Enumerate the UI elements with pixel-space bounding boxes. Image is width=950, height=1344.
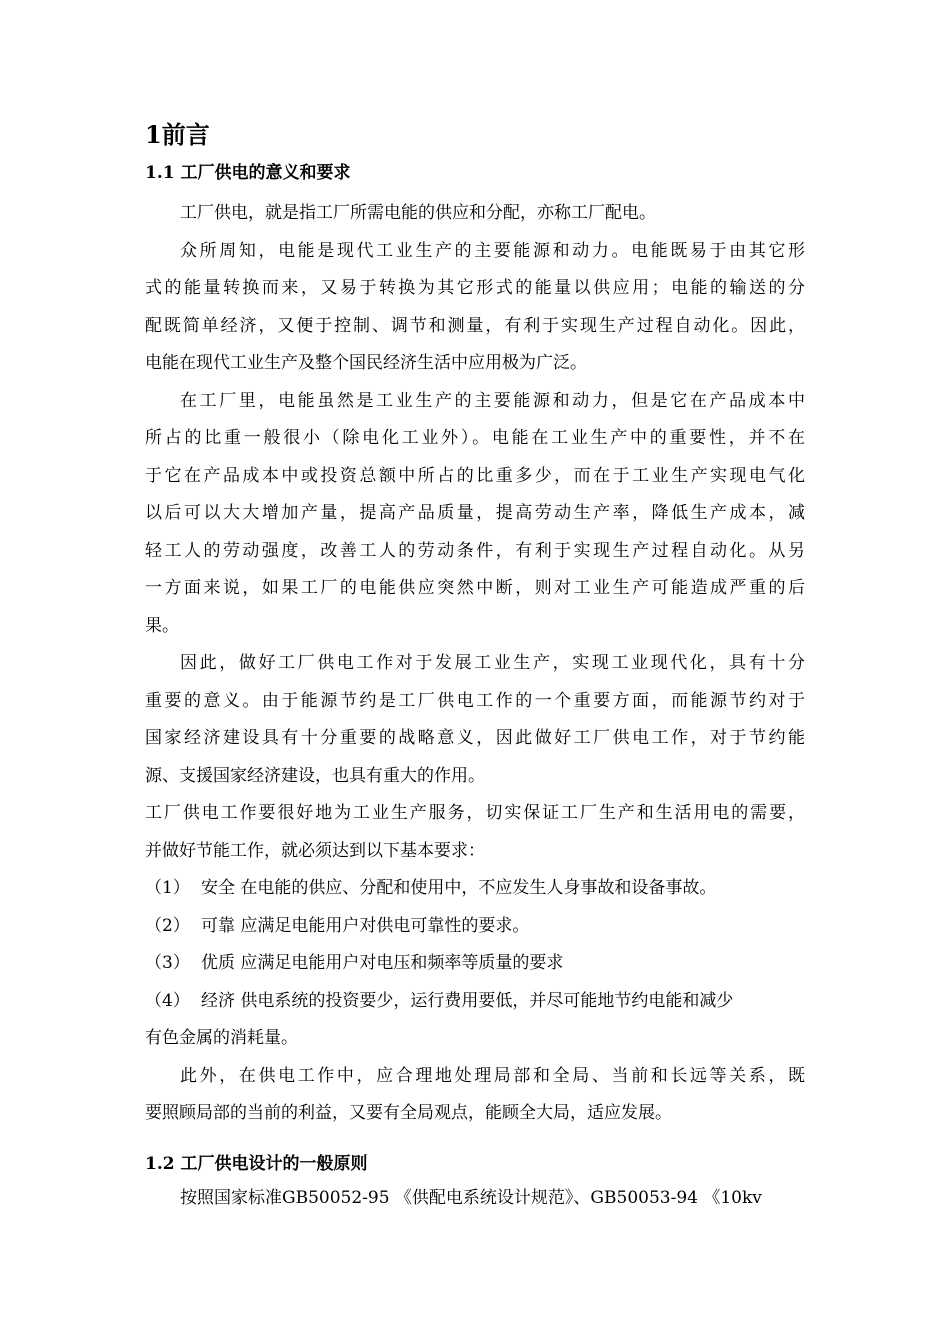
paragraph-line: 电能在现代工业生产及整个国民经济生活中应用极为广泛。: [145, 353, 587, 373]
paragraph-line: 式的能量转换而来，又易于转换为其它形式的能量以供应用；电能的输送的分: [145, 278, 805, 298]
requirement-item-3: [145, 945, 805, 983]
paragraph-line: 重要的意义。由于能源节约是工厂供电工作的一个重要方面，而能源节约对于: [145, 690, 805, 711]
requirement-item-1: [145, 870, 805, 908]
requirement-text: 可靠 应满足电能用户对供电可靠性的要求。: [201, 915, 530, 936]
requirement-number: （4）: [145, 990, 190, 1011]
paragraph-line: 要照顾局部的当前的利益，又要有全局观点，能顾全大局，适应发展。: [145, 1103, 672, 1123]
requirement-item-2: [145, 908, 805, 946]
paragraph-line: 源、支援国家经济建设，也具有重大的作用。: [145, 765, 485, 786]
paragraph-line: 配既简单经济，又便于控制、调节和测量，有利于实现生产过程自动化。因此，: [145, 315, 805, 336]
section-1-1-body: [145, 195, 805, 1133]
requirement-text: 安全 在电能的供应、分配和使用中，不应发生人身事故和设备事故。: [201, 878, 717, 898]
paragraph-line: 于它在产品成本中或投资总额中所占的比重多少，而在于工业生产实现电气化: [145, 465, 805, 486]
paragraph-line: 一方面来说，如果工厂的电能供应突然中断，则对工业生产可能造成严重的后: [145, 578, 805, 598]
requirement-item-4-continued: 有色金属的消耗量。: [145, 1028, 298, 1048]
section-1-2-body: [145, 1180, 805, 1218]
section-title-1-2: 1.2 工厂供电设计的一般原则: [145, 1154, 368, 1174]
section-title-1-1: 1.1 工厂供电的意义和要求: [145, 163, 351, 183]
paragraph-line: 所占的比重一般很小（除电化工业外）。电能在工业生产中的重要性，并不在: [145, 428, 805, 448]
requirement-item-4: [145, 983, 805, 1021]
requirement-number: （3）: [145, 953, 190, 973]
paragraph-line: 国家经济建设具有十分重要的战略意义，因此做好工厂供电工作，对于节约能: [145, 728, 805, 748]
chapter-heading: 1前言: [145, 120, 210, 149]
paragraph-line: 工厂供电，就是指工厂所需电能的供应和分配，亦称工厂配电。: [180, 203, 656, 223]
paragraph-line: 众所周知，电能是现代工业生产的主要能源和动力。电能既易于由其它形: [180, 240, 805, 261]
paragraph-line: 果。: [145, 615, 179, 636]
requirement-text: 经济 供电系统的投资要少，运行费用要低，并尽可能地节约电能和减少: [201, 990, 734, 1011]
paragraph-line: 工厂供电工作要很好地为工业生产服务，切实保证工厂生产和生活用电的需要，: [145, 803, 805, 823]
paragraph-line: 轻工人的劳动强度，改善工人的劳动条件，有利于实现生产过程自动化。从另: [145, 540, 805, 561]
requirement-number: （1）: [145, 878, 190, 898]
paragraph-line: 并做好节能工作，就必须达到以下基本要求：: [145, 840, 485, 861]
paragraph-line: 以后可以大大增加产量，提高产品质量，提高劳动生产率，降低生产成本，减: [145, 503, 805, 523]
requirement-number: （2）: [145, 915, 190, 936]
paragraph-line: 按照国家标准GB50052-95 《供配电系统设计规范》、GB50053-94 《10kv: [180, 1188, 762, 1208]
paragraph-line: 在工厂里，电能虽然是工业生产的主要能源和动力，但是它在产品成本中: [180, 390, 805, 411]
paragraph-line: 此外，在供电工作中，应合理地处理局部和全局、当前和长远等关系，既: [180, 1065, 805, 1086]
requirement-text: 优质 应满足电能用户对电压和频率等质量的要求: [201, 953, 564, 973]
paragraph-line: 因此，做好工厂供电工作对于发展工业生产，实现工业现代化，具有十分: [180, 653, 805, 673]
